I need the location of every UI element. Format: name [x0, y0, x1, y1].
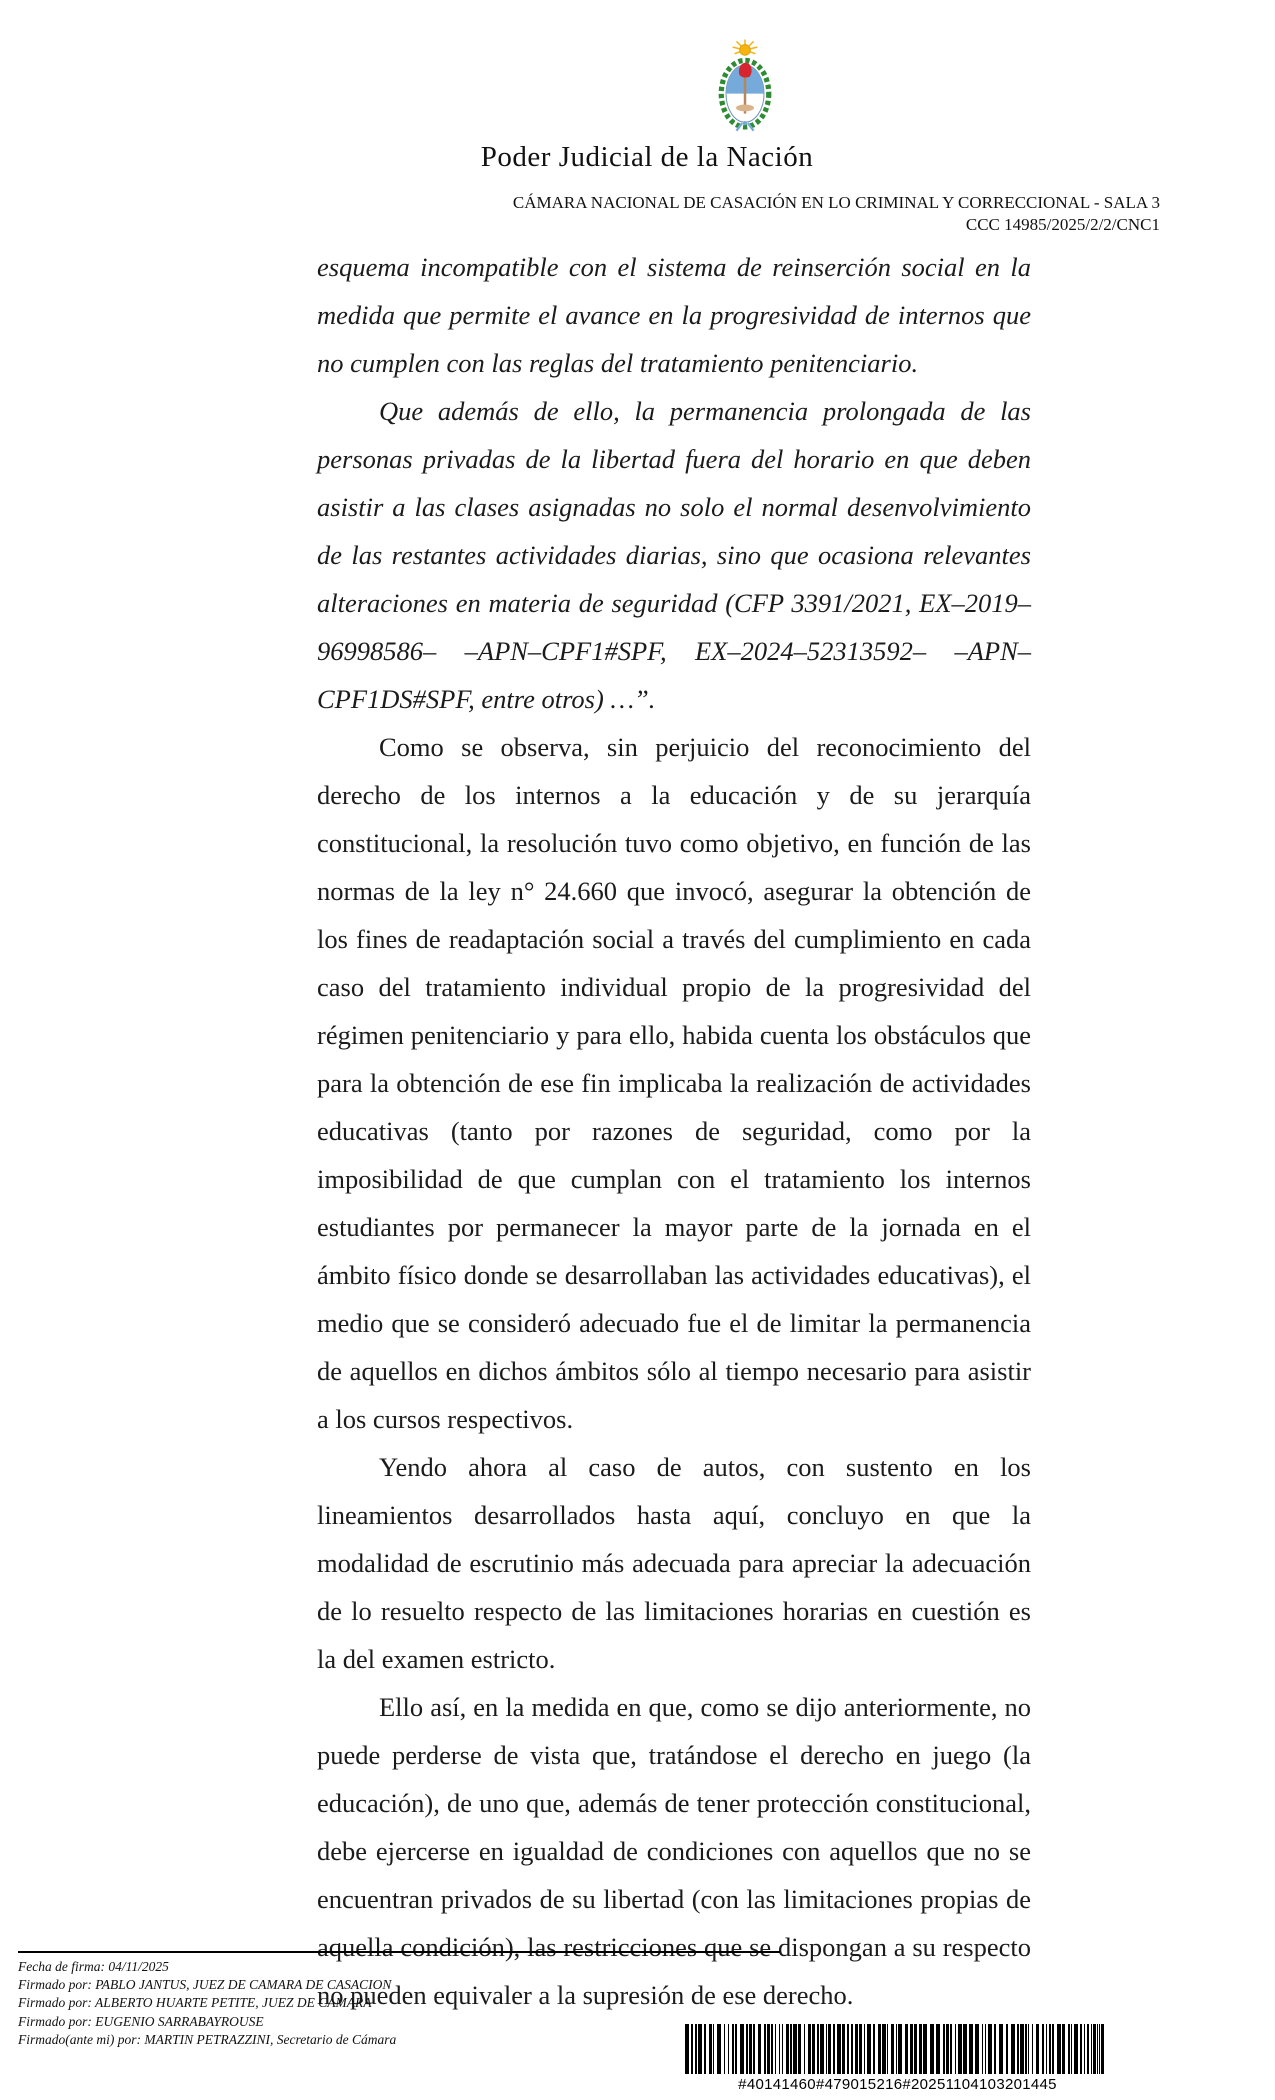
signature-line: Fecha de firma: 04/11/2025: [18, 1959, 169, 1974]
paragraph: Yendo ahora al caso de autos, con sustento en los lineamientos desarrollados hasta aquí, concluyo en que la modalidad de escrutinio más adecuada para apreciar la adecuación de lo resuelto respecto de las limitaciones horarias en cuestión es la del examen estricto.: [317, 1452, 1031, 1674]
case-number: CCC 14985/2025/2/2/CNC1: [965, 215, 1160, 234]
court-name: CÁMARA NACIONAL DE CASACIÓN EN LO CRIMINAL Y CORRECCIONAL - SALA 3: [512, 193, 1160, 212]
signature-block: [18, 1958, 718, 2049]
signature-line: Firmado(ante mi) por: MARTIN PETRAZZINI, Secretario de Cámara: [18, 2031, 397, 2047]
signature-line: Firmado por: ALBERTO HUARTE PETITE, JUEZ DE CAMARA: [18, 1995, 372, 2011]
barcode-number: #40141460#479015216#20251104103201445: [738, 2076, 1057, 2093]
footer-divider: [18, 1951, 780, 1953]
signature-line: Firmado por: PABLO JANTUS, JUEZ DE CAMARA DE CASACION: [18, 1977, 392, 1993]
header-block: [360, 192, 1160, 236]
paragraph: Ello así, en la medida en que, como se dijo anteriormente, no puede perderse de vista que, tratándose el derecho en juego (la educación), de uno que, además de tener protección constitucional, debe ejercerse en igualdad de condiciones con aquellos que no se encuentran privados de su libertad (con las limitaciones propias de aquella condición), las restricciones que se dispongan a su respecto no pueden equivaler a la supresión de ese derecho.: [317, 1692, 1031, 2010]
signature-line: Firmado por: EUGENIO SARRABAYROUSE: [18, 2013, 264, 2029]
barcode: [685, 2024, 1110, 2074]
document-body: [317, 243, 1031, 2019]
paragraph: Como se observa, sin perjuicio del reconocimiento del derecho de los internos a la educación y de su jerarquía constitucional, la resolución tuvo como objetivo, en función de las normas de la ley n° 24.660 que invocó, asegurar la obtención de los fines de readaptación social a través del cumplimiento en cada caso del tratamiento individual propio de la progresividad del régimen penitenciario y para ello, habida cuenta los obstáculos que para la obtención de ese fin implicaba la realización de actividades educativas (tanto por razones de seguridad, como por la imposibilidad de que cumplan con el tratamiento los internos estudiantes por permanecer la mayor parte de la jornada en el ámbito físico donde se desarrollaban las actividades educativas), el medio que se consideró adecuado fue el de limitar la permanencia de aquellos en dichos ámbitos sólo al tiempo necesario para asistir a los cursos respectivos.: [317, 732, 1031, 1434]
paragraph: Que además de ello, la permanencia prolongada de las personas privadas de la libertad fuera del horario en que deben asistir a las clases asignadas no solo el normal desenvolvimiento de las restantes actividades diarias, sino que ocasiona relevantes alteraciones en materia de seguridad (CFP 3391/2021, EX–2019–96998586– –APN–CPF1#SPF, EX–2024–52313592– –APN–CPF1DS#SPF, entre otros) …”.: [317, 396, 1031, 714]
argentina-coat-of-arms-icon: [707, 36, 783, 138]
page-title: Poder Judicial de la Nación: [480, 141, 814, 173]
paragraph: esquema incompatible con el sistema de reinserción social en la medida que permite el avance en la progresividad de internos que no cumplen con las reglas del tratamiento penitenciario.: [317, 252, 1031, 378]
